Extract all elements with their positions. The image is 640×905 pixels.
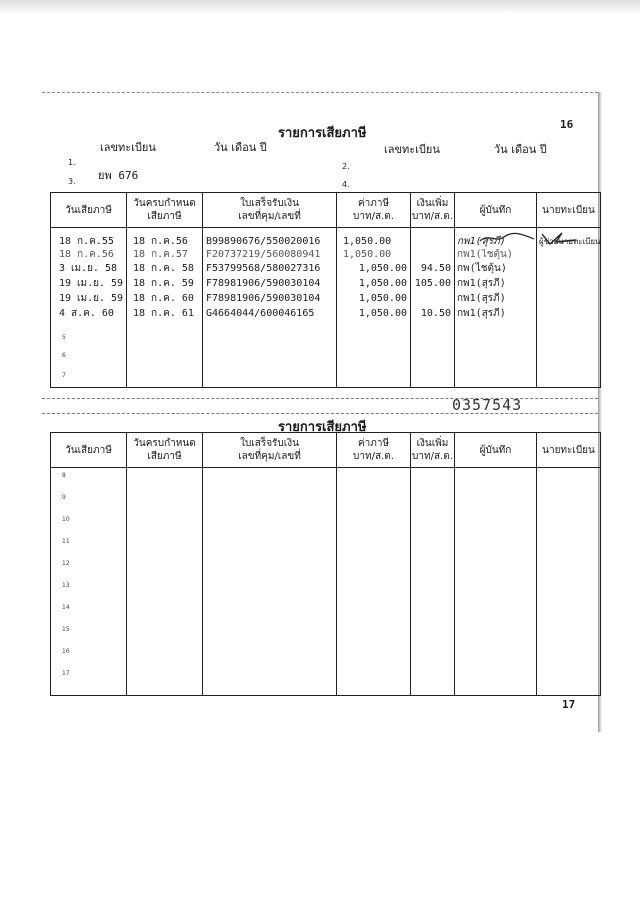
col-tax: ค่าภาษี บาท/ส.ต. xyxy=(337,193,411,228)
section1-left-date-label: วัน เดือน ปี xyxy=(214,141,267,154)
scan-top-edge xyxy=(0,0,640,14)
paid-date-6: 4 ส.ค. 60 xyxy=(59,308,114,319)
section1-title: รายการเสียภาษี xyxy=(278,126,367,141)
row-index-16: 16 xyxy=(62,648,70,655)
recorder-cell-2 xyxy=(455,468,537,696)
col-paid-date: วันเสียภาษี xyxy=(51,193,127,228)
paid-date-1: 18 ก.ค.55 xyxy=(59,236,114,247)
item-1-number: 1. xyxy=(68,158,76,167)
tax-amount-4: 1,050.00 xyxy=(358,278,407,289)
col2-tax: ค่าภาษี บาท/ส.ต. xyxy=(337,433,411,468)
col2-due-date: วันครบกำหนด เสียภาษี xyxy=(127,433,203,468)
col-registrar: นายทะเบียน xyxy=(537,193,601,228)
row-index-12: 12 xyxy=(62,560,70,567)
top-page-number: 16 xyxy=(560,118,574,131)
surcharge-4: 105.00 xyxy=(414,278,451,289)
col2-paid-date: วันเสียภาษี xyxy=(51,433,127,468)
recorder-5: กพ1(สุรภี) xyxy=(457,293,506,304)
tax-amount-2: 1,050.00 xyxy=(343,249,392,260)
receipt-cell xyxy=(203,228,337,388)
row-index-15: 15 xyxy=(62,626,70,633)
paid-date-2: 18 ก.ค.56 xyxy=(59,249,114,260)
row-index-5: 5 xyxy=(62,334,66,341)
col-recorder: ผู้บันทึก xyxy=(455,193,537,228)
section1-right-date-label: วัน เดือน ปี xyxy=(494,143,547,156)
surcharge-1 xyxy=(411,234,454,249)
receipt-4: F78981906/590030104 xyxy=(206,278,321,289)
paid-date-5: 19 เม.ย. 59 xyxy=(59,293,124,304)
tax-amount-cell xyxy=(337,228,411,388)
row-index-13: 13 xyxy=(62,582,70,589)
due-date-cell-2 xyxy=(127,468,203,696)
due-date-2: 18 ก.ค.57 xyxy=(133,249,188,260)
surcharge-2 xyxy=(411,249,454,261)
faded-stamp-number: 0357543 xyxy=(452,396,523,414)
row-index-7: 7 xyxy=(62,372,66,379)
surcharge-cell xyxy=(411,228,455,388)
due-date-cell xyxy=(127,228,203,388)
due-date-5: 18 ก.ค. 60 xyxy=(133,293,194,304)
section1-right-reg-label: เลขทะเบียน xyxy=(384,143,440,156)
due-date-1: 18 ก.ค.56 xyxy=(133,236,188,247)
tax-amount-1: 1,050.00 xyxy=(343,236,392,247)
col2-registrar: นายทะเบียน xyxy=(537,433,601,468)
recorder-4: กพ1(สุรภี) xyxy=(457,278,506,289)
recorder-cell xyxy=(455,228,537,388)
col-surcharge: เงินเพิ่ม บาท/ส.ต. xyxy=(411,193,455,228)
tax-table-1-body xyxy=(51,228,601,388)
row-index-9: 9 xyxy=(62,494,66,501)
tax-amount-cell-2 xyxy=(337,468,411,696)
surcharge-6: 10.50 xyxy=(420,308,451,319)
section1-left-reg-label: เลขทะเบียน xyxy=(100,141,156,154)
col2-receipt: ใบเสร็จรับเงิน เลขที่คุม/เลขที่ xyxy=(203,433,337,468)
recorder-2: กพ1(ไชตุ้น) xyxy=(457,249,513,260)
bottom-page-number: 17 xyxy=(562,698,576,711)
due-date-3: 18 ก.ค. 58 xyxy=(133,263,194,274)
row-index-10: 10 xyxy=(62,516,70,523)
receipt-3: F53799568/580027316 xyxy=(206,263,321,274)
receipt-5: F78981906/590030104 xyxy=(206,293,321,304)
recorder-3: กพ(ไชตุ้น) xyxy=(457,263,507,274)
surcharge-cell-2 xyxy=(411,468,455,696)
col-receipt: ใบเสร็จรับเงิน เลขที่คุม/เลขที่ xyxy=(203,193,337,228)
col2-surcharge: เงินเพิ่ม บาท/ส.ต. xyxy=(411,433,455,468)
receipt-cell-2 xyxy=(203,468,337,696)
row-index-14: 14 xyxy=(62,604,70,611)
paid-date-3: 3 เม.ย. 58 xyxy=(59,263,118,274)
tax-amount-5: 1,050.00 xyxy=(358,293,407,304)
tax-amount-6: 1,050.00 xyxy=(358,308,407,319)
receipt-6: G4664044/600046165 xyxy=(206,308,315,319)
tax-table-2-header xyxy=(51,433,601,468)
registrar-1: ผู้ช่วยนายทะเบียน xyxy=(539,237,600,246)
tax-table-2 xyxy=(50,432,601,696)
col2-recorder: ผู้บันทึก xyxy=(455,433,537,468)
tax-table-2-body xyxy=(51,468,601,696)
section2-title: รายการเสียภาษี xyxy=(278,420,367,435)
tax-amount-3: 1,050.00 xyxy=(358,263,407,274)
recorder-1: กพ1(สุรภี) xyxy=(457,236,506,247)
receipt-1: B99890676/550020016 xyxy=(206,236,321,247)
registrar-cell-2 xyxy=(537,468,601,696)
item-2-number: 2. xyxy=(342,162,350,171)
col-due-date: วันครบกำหนด เสียภาษี xyxy=(127,193,203,228)
tax-table-1 xyxy=(50,192,601,388)
surcharge-5 xyxy=(411,291,454,306)
paid-date-cell xyxy=(51,228,127,388)
due-date-4: 18 ก.ค. 59 xyxy=(133,278,194,289)
registrar-cell xyxy=(537,228,601,388)
recorder-6: กพ1(สุรภี) xyxy=(457,308,506,319)
tax-table-1-header xyxy=(51,193,601,228)
item-1-plate: ยพ 676 xyxy=(98,169,139,182)
row-index-8: 8 xyxy=(62,472,66,479)
receipt-2: F20737219/560080941 xyxy=(206,249,321,260)
surcharge-3: 94.50 xyxy=(420,263,451,274)
recorder-signature-scribble xyxy=(478,231,538,245)
due-date-6: 18 ก.ค. 61 xyxy=(133,308,194,319)
registrar-signature-mark xyxy=(540,230,580,248)
item-3-number: 3. xyxy=(68,177,76,186)
row-index-17: 17 xyxy=(62,670,70,677)
paid-date-4: 19 เม.ย. 59 xyxy=(59,278,124,289)
row-index-6: 6 xyxy=(62,352,66,359)
row-index-11: 11 xyxy=(62,538,70,545)
item-4-number: 4. xyxy=(342,180,350,189)
